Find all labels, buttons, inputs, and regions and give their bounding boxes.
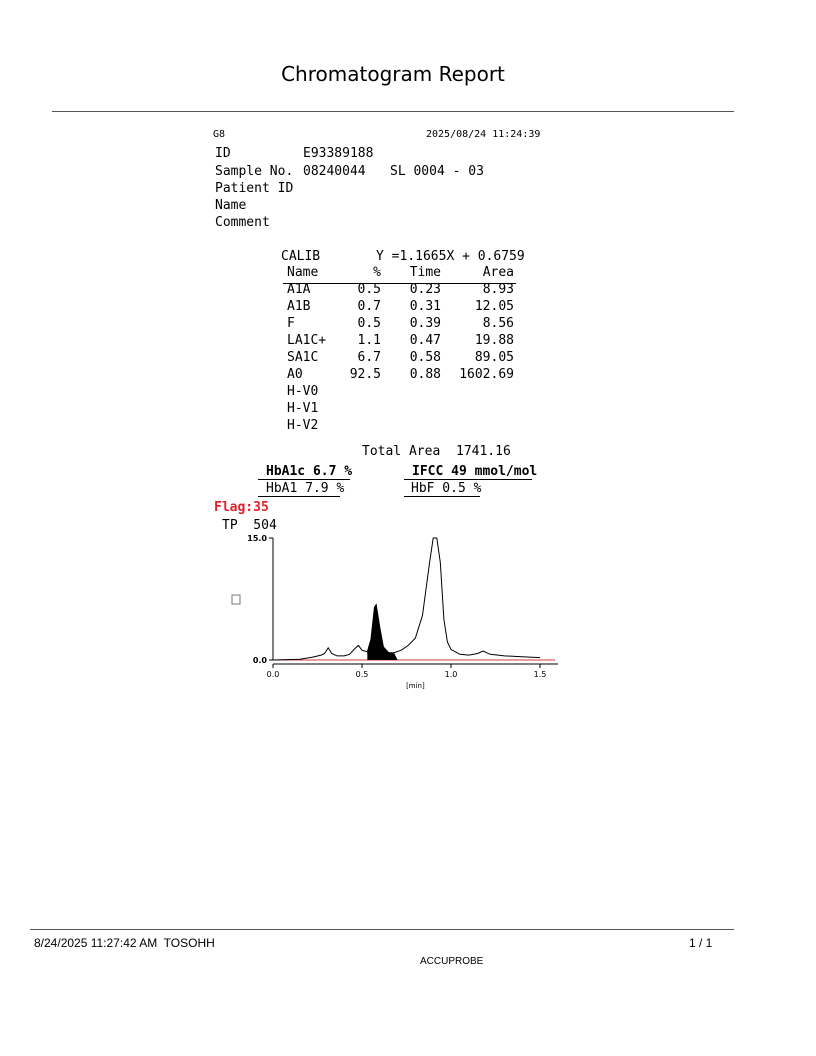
table-row [283, 366, 514, 383]
total-area-label: Total Area [362, 444, 441, 459]
peak-table [283, 264, 514, 434]
flag-label: Flag:35 [214, 500, 269, 515]
peak-percent-cell: 1.1 [357, 333, 381, 348]
peak-name-cell: H-V0 [287, 384, 319, 399]
peak-name-cell: F [287, 316, 295, 331]
hba1c-underline [258, 479, 350, 480]
peak-area-cell: 89.05 [474, 350, 514, 365]
table-row [283, 332, 514, 349]
peak-name-cell: H-V2 [287, 418, 319, 433]
peak-table-header [283, 264, 514, 281]
peak-time-cell: 0.39 [409, 316, 441, 331]
peak-area-cell [441, 383, 514, 400]
footer-datetime-user: 8/24/2025 11:27:42 AM TOSOHH [34, 936, 215, 950]
axis-glyph-icon [232, 595, 240, 604]
table-row [283, 298, 514, 315]
peak-time-cell: 0.47 [409, 333, 441, 348]
col-name: Name [287, 265, 319, 280]
table-row [283, 383, 514, 400]
table-row [283, 315, 514, 332]
x-tick-label: 0.0 [266, 670, 280, 679]
report-datetime: 2025/08/24 11:24:39 [426, 129, 541, 140]
calib-equation: Y =1.1665X + 0.6759 [376, 249, 525, 264]
peak-area-cell [441, 417, 514, 434]
total-area-value: 1741.16 [456, 444, 511, 459]
footer-page-number: 1 / 1 [689, 936, 713, 950]
peak-area-cell: 12.05 [474, 299, 514, 314]
peak-percent-cell: 0.5 [357, 316, 381, 331]
peak-percent-cell [347, 400, 381, 417]
report-title: Chromatogram Report [281, 62, 505, 86]
y-tick-label: 15.0 [247, 534, 267, 543]
peak-time-cell: 0.88 [409, 367, 441, 382]
peak-name-cell: A0 [287, 367, 303, 382]
instrument-label: G8 [213, 129, 226, 140]
x-tick-label: 0.5 [355, 670, 369, 679]
sample-value: 08240044 [303, 164, 366, 179]
peak-name-cell: LA1C+ [287, 333, 327, 348]
id-value: E93389188 [303, 146, 374, 161]
footer-organization: ACCUPROBE [420, 956, 484, 967]
id-label: ID [215, 146, 231, 161]
x-axis-label: [min] [406, 682, 425, 690]
col-percent: % [373, 265, 381, 280]
chromatogram-trace [273, 538, 540, 660]
peak-time-cell: 0.23 [409, 282, 441, 297]
patient-id-label: Patient ID [215, 181, 294, 196]
x-tick-label: 1.5 [533, 670, 547, 679]
peak-time-cell [381, 417, 441, 434]
peak-percent-cell: 0.5 [357, 282, 381, 297]
peak-percent-cell: 0.7 [357, 299, 381, 314]
table-row [283, 400, 514, 417]
peak-area-cell: 8.56 [482, 316, 514, 331]
ifcc-underline [404, 479, 532, 480]
hba1-underline [258, 496, 340, 497]
peak-name-cell: H-V1 [287, 401, 319, 416]
peak-area-cell [441, 400, 514, 417]
peak-name-cell: SA1C [287, 350, 319, 365]
top-divider [52, 111, 734, 112]
y-tick-label: 0.0 [252, 656, 267, 665]
ifcc-result: IFCC 49 mmol/mol [412, 464, 538, 479]
tp-label: TP 504 [222, 518, 277, 533]
hba1c-result: HbA1c 6.7 % [266, 464, 353, 479]
peak-percent-cell: 6.7 [357, 350, 381, 365]
name-label: Name [215, 198, 247, 213]
peak-area-cell: 8.93 [482, 282, 514, 297]
peak-time-cell: 0.31 [409, 299, 441, 314]
peak-name-cell: A1A [287, 282, 311, 297]
table-header-rule [283, 283, 516, 284]
peak-percent-cell [347, 417, 381, 434]
chromatogram-chart [220, 530, 570, 700]
col-area: Area [482, 265, 514, 280]
table-row [283, 349, 514, 366]
hbf-result: HbF 0.5 % [411, 481, 482, 496]
peak-time-cell [381, 400, 441, 417]
comment-label: Comment [215, 215, 270, 230]
peak-time-cell [381, 383, 441, 400]
bottom-divider [30, 929, 734, 930]
hba1-result: HbA1 7.9 % [266, 481, 345, 496]
peak-time-cell: 0.58 [409, 350, 441, 365]
peak-percent-cell [347, 383, 381, 400]
peak-name-cell: A1B [287, 299, 311, 314]
sample-label: Sample No. [215, 164, 294, 179]
table-row [283, 417, 514, 434]
calib-label: CALIB [281, 249, 321, 264]
x-tick-label: 1.0 [444, 670, 458, 679]
col-time: Time [409, 265, 441, 280]
sl-value: SL 0004 - 03 [390, 164, 484, 179]
peak-area-cell: 19.88 [474, 333, 514, 348]
peak-percent-cell: 92.5 [349, 367, 381, 382]
peak-area-cell: 1602.69 [459, 367, 514, 382]
hbf-underline [404, 496, 480, 497]
